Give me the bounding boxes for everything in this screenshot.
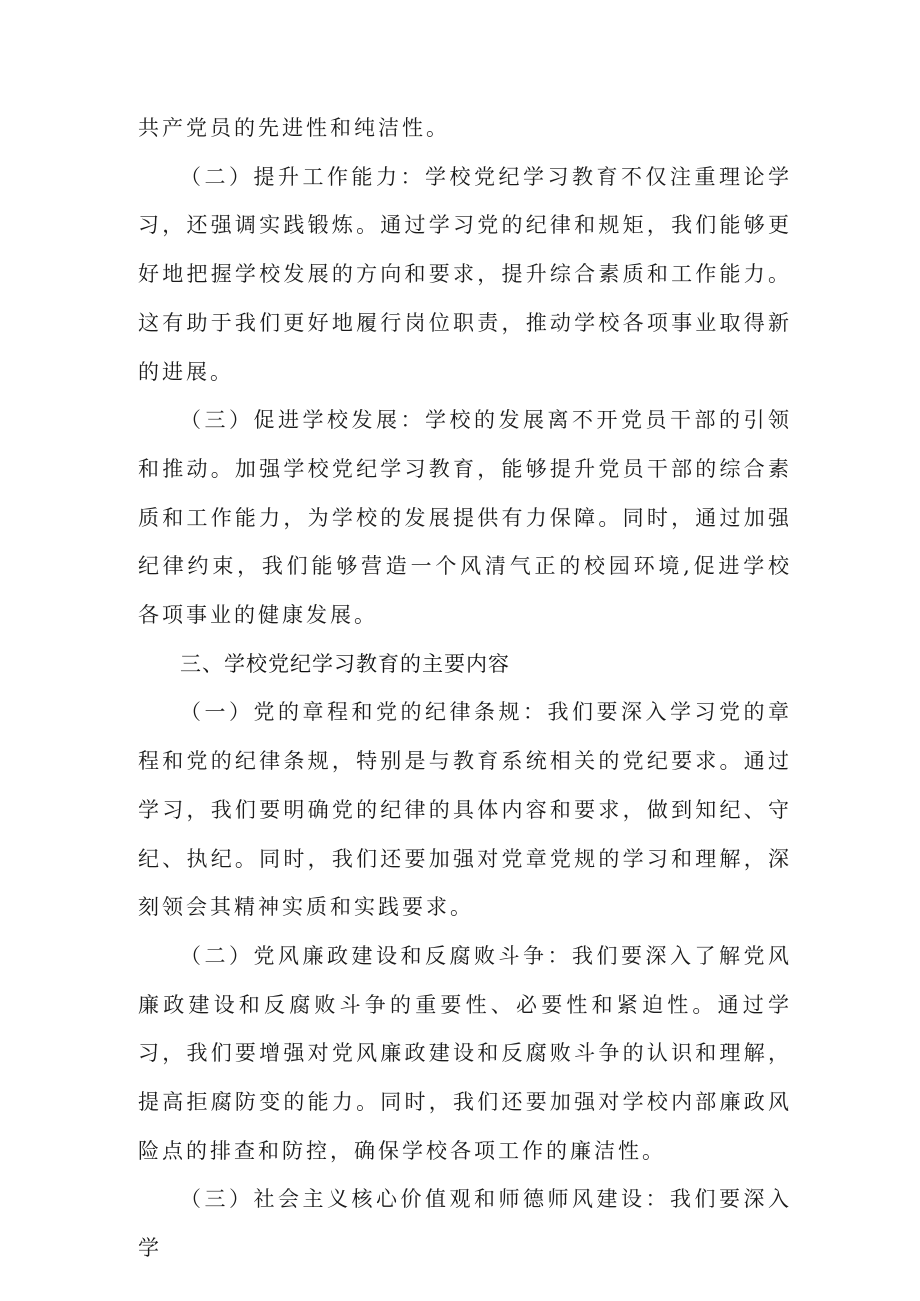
document-body [138, 104, 792, 1273]
paragraph-party-constitution-discipline: （一）党的章程和党的纪律条规：我们要深入学习党的章程和党的纪律条规，特别是与教育系统相关的党纪要求。通过学习，我们要明确党的纪律的具体内容和要求，做到知纪、守纪、执纪。同时，我们还要加强对党章党规的学习和理解，深刻领会其精神实质和实践要求。 [138, 700, 792, 920]
paragraph-promote-school-development: （三）促进学校发展：学校的发展离不开党员干部的引领和推动。加强学校党纪学习教育，能够提升党员干部的综合素质和工作能力，为学校的发展提供有力保障。同时，通过加强纪律约束，我们能够营造一个风清气正的校园环境,促进学校各项事业的健康发展。 [138, 408, 792, 628]
paragraph-core-values-teacher-ethics: （三）社会主义核心价值观和师德师风建设：我们要深入学 [138, 1187, 792, 1261]
section-heading-main-content: 三、学校党纪学习教育的主要内容 [180, 651, 510, 676]
paragraph-improve-work-ability: （二）提升工作能力：学校党纪学习教育不仅注重理论学习，还强调实践锻炼。通过学习党的纪律和规矩，我们能够更好地把握学校发展的方向和要求，提升综合素质和工作能力。这有助于我们更好地履行岗位职责，推动学校各项事业取得新的进展。 [138, 164, 792, 384]
paragraph-anti-corruption: （二）党风廉政建设和反腐败斗争：我们要深入了解党风廉政建设和反腐败斗争的重要性、必要性和紧迫性。通过学习，我们要增强对党风廉政建设和反腐败斗争的认识和理解，提高拒腐防变的能力。同时，我们还要加强对学校内部廉政风险点的排查和防控，确保学校各项工作的廉洁性。 [138, 943, 792, 1163]
paragraph-continuation: 共产党员的先进性和纯洁性。 [138, 116, 450, 140]
